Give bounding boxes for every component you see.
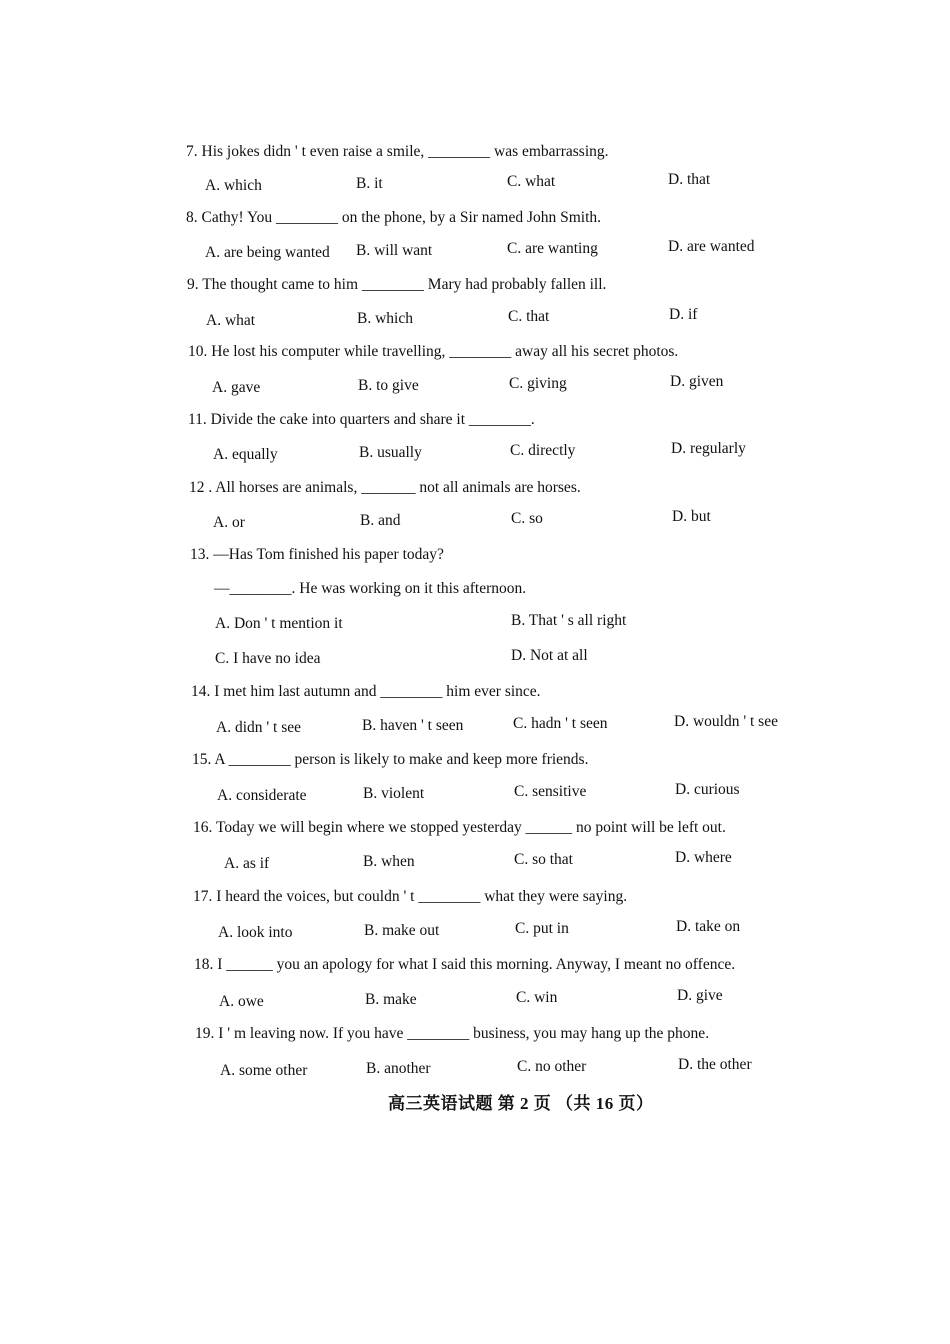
question-12-option-c: C. so bbox=[511, 510, 543, 527]
question-18-stem: 18. I ______ you an apology for what I said this morning. Anyway, I meant no offence. bbox=[194, 956, 736, 973]
question-8-stem: 8. Cathy! You ________ on the phone, by a Sir named John Smith. bbox=[186, 209, 602, 226]
question-7-option-b: B. it bbox=[356, 175, 383, 192]
question-18-option-b: B. make bbox=[365, 991, 417, 1008]
question-11-option-a: A. equally bbox=[213, 446, 278, 463]
question-11-option-b: B. usually bbox=[359, 444, 422, 461]
question-17-option-d: D. take on bbox=[676, 918, 741, 935]
question-10-option-d: D. given bbox=[670, 373, 724, 390]
question-10-option-b: B. to give bbox=[358, 377, 419, 394]
question-9-option-b: B. which bbox=[357, 310, 413, 327]
question-16-option-b: B. when bbox=[363, 853, 415, 870]
question-13-option-a: A. Don ' t mention it bbox=[215, 615, 343, 632]
question-14-option-a: A. didn ' t see bbox=[216, 719, 302, 736]
question-14-stem: 14. I met him last autumn and ________ him ever since. bbox=[191, 683, 541, 700]
question-7-option-c: C. what bbox=[507, 173, 556, 190]
question-10-stem: 10. He lost his computer while travelling, ________ away all his secret photos. bbox=[188, 343, 679, 360]
question-8-option-c: C. are wanting bbox=[507, 240, 598, 257]
question-9-option-c: C. that bbox=[508, 308, 550, 325]
question-19-option-a: A. some other bbox=[220, 1062, 308, 1079]
question-17-option-c: C. put in bbox=[515, 920, 569, 937]
question-19-option-d: D. the other bbox=[678, 1056, 752, 1073]
question-13-option-d: D. Not at all bbox=[511, 647, 588, 664]
question-15-stem: 15. A ________ person is likely to make and keep more friends. bbox=[192, 751, 589, 768]
question-13-response: —________. He was working on it this afternoon. bbox=[214, 580, 527, 597]
question-19-option-b: B. another bbox=[366, 1060, 431, 1077]
question-17-option-a: A. look into bbox=[218, 924, 293, 941]
question-13-stem: 13. —Has Tom finished his paper today? bbox=[190, 546, 444, 563]
question-19-option-c: C. no other bbox=[517, 1058, 587, 1075]
question-11-option-d: D. regularly bbox=[671, 440, 746, 457]
question-14-option-b: B. haven ' t seen bbox=[362, 717, 464, 734]
question-15-option-b: B. violent bbox=[363, 785, 425, 802]
question-7-stem: 7. His jokes didn ' t even raise a smile, ________ was embarrassing. bbox=[186, 143, 609, 160]
question-7-option-d: D. that bbox=[668, 171, 711, 188]
question-8-option-d: D. are wanted bbox=[668, 238, 755, 255]
question-7-option-a: A. which bbox=[205, 177, 262, 194]
question-12-option-b: B. and bbox=[360, 512, 401, 529]
question-19-stem: 19. I ' m leaving now. If you have ________ business, you may hang up the phone. bbox=[195, 1025, 710, 1042]
question-16-option-a: A. as if bbox=[224, 855, 270, 872]
question-13-option-b: B. That ' s all right bbox=[511, 612, 627, 629]
question-12-option-d: D. but bbox=[672, 508, 711, 525]
question-8-option-b: B. will want bbox=[356, 242, 433, 259]
question-13-option-c: C. I have no idea bbox=[215, 650, 321, 667]
question-18-option-d: D. give bbox=[677, 987, 723, 1004]
question-14-option-c: C. hadn ' t seen bbox=[513, 715, 608, 732]
question-11-option-c: C. directly bbox=[510, 442, 576, 459]
page-footer: 高三英语试题 第 2 页 （共 16 页） bbox=[388, 1094, 654, 1113]
question-12-option-a: A. or bbox=[213, 514, 245, 531]
question-11-stem: 11. Divide the cake into quarters and share it ________. bbox=[188, 411, 535, 428]
question-9-stem: 9. The thought came to him ________ Mary had probably fallen ill. bbox=[187, 276, 607, 293]
question-10-option-a: A. gave bbox=[212, 379, 261, 396]
question-18-option-a: A. owe bbox=[219, 993, 264, 1010]
question-16-option-c: C. so that bbox=[514, 851, 573, 868]
question-14-option-d: D. wouldn ' t see bbox=[674, 713, 778, 730]
question-9-option-d: D. if bbox=[669, 306, 698, 323]
question-15-option-c: C. sensitive bbox=[514, 783, 587, 800]
question-15-option-d: D. curious bbox=[675, 781, 740, 798]
question-16-stem: 16. Today we will begin where we stopped yesterday ______ no point will be left out. bbox=[193, 819, 726, 836]
question-15-option-a: A. considerate bbox=[217, 787, 307, 804]
question-9-option-a: A. what bbox=[206, 312, 256, 329]
question-17-option-b: B. make out bbox=[364, 922, 440, 939]
question-10-option-c: C. giving bbox=[509, 375, 567, 392]
question-8-option-a: A. are being wanted bbox=[205, 244, 330, 261]
question-16-option-d: D. where bbox=[675, 849, 732, 866]
question-18-option-c: C. win bbox=[516, 989, 558, 1006]
question-12-stem: 12 . All horses are animals, _______ not all animals are horses. bbox=[189, 479, 581, 496]
question-17-stem: 17. I heard the voices, but couldn ' t ________ what they were saying. bbox=[193, 888, 628, 905]
